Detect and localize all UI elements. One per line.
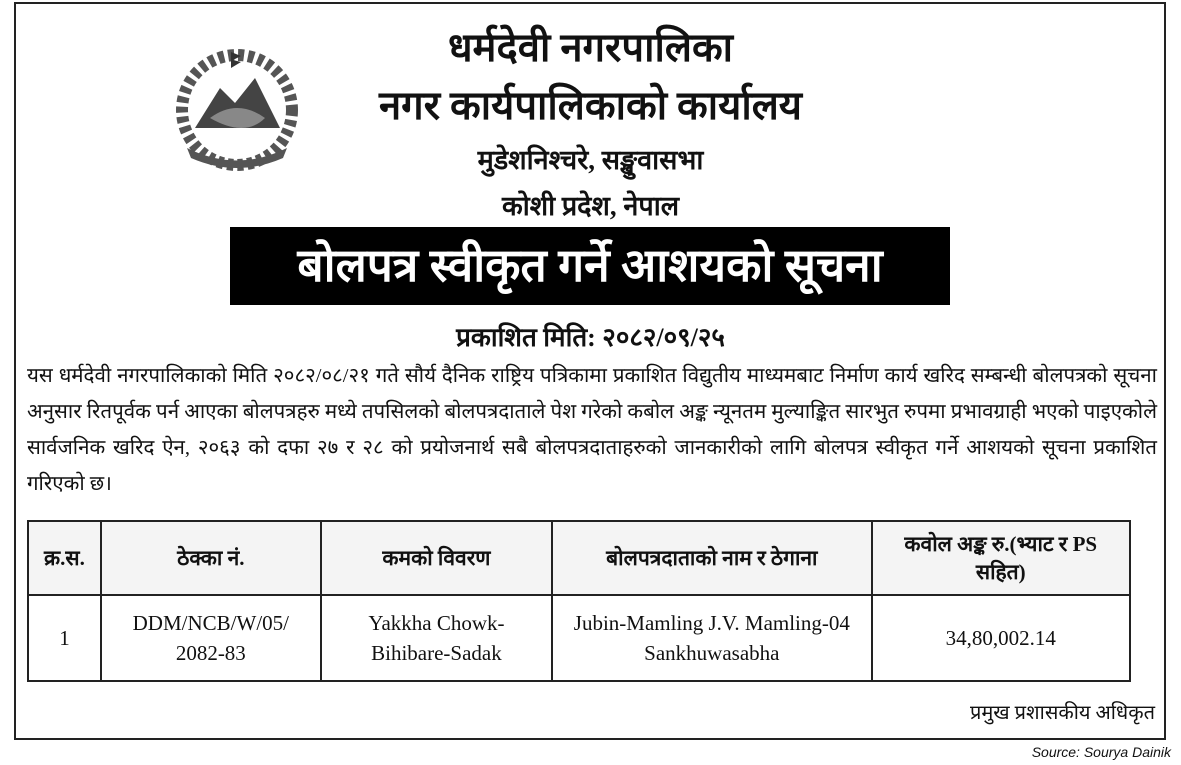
office-name: नगर कार्यपालिकाको कार्यालय xyxy=(378,83,803,128)
table-row xyxy=(28,595,1130,681)
header-bidder: बोलपत्रदाताको नाम र ठेगाना xyxy=(552,521,871,595)
cell-sn: 1 xyxy=(28,595,101,681)
published-date: प्रकाशित मिति: २०८२/०९/२५ xyxy=(456,323,725,352)
table-header-row xyxy=(28,521,1130,595)
signatory: प्रमुख प्रशासकीय अधिकृत xyxy=(969,702,1155,724)
header-bid-amount: कवोल अङ्क रु.(भ्याट र PS सहित) xyxy=(872,521,1131,595)
cell-bidder: Jubin-Mamling J.V. Mamling-04 Sankhuwasabha xyxy=(552,595,871,681)
cell-work-description: Yakkha Chowk- Bihibare-Sadak xyxy=(321,595,552,681)
header-work-description: कमको विवरण xyxy=(321,521,552,595)
province: कोशी प्रदेश, नेपाल xyxy=(501,191,679,221)
bid-table xyxy=(27,520,1131,682)
cell-contract-no: DDM/NCB/W/05/ 2082-83 xyxy=(101,595,321,681)
municipality-name: धर्मदेवी नगरपालिका xyxy=(447,25,734,70)
notice-title: बोलपत्र स्वीकृत गर्ने आशयको सूचना xyxy=(230,227,950,305)
address: मुडेशनिश्चरे, सङ्खुवासभा xyxy=(477,145,704,175)
header-sn: क्र.स. xyxy=(28,521,101,595)
header-contract-no: ठेक्का नं. xyxy=(101,521,321,595)
notice-body: यस धर्मदेवी नगरपालिकाको मिति २०८२/०८/२१ गते सौर्य दैनिक राष्ट्रिय पत्रिकामा प्रकाशित विद्युतीय माध्यमबाट निर्माण कार्य खरिद सम्बन्धी बोलपत्रको सूचना अनुसार रितपूर्वक पर्न आएका बोलपत्रहरु मध्ये तपसिलको बोलपत्रदाताले पेश गरेको कबोल अङ्क न्यूनतम मुल्याङ्कित सारभुत रुपमा प्रभावग्राही भएको पाइएकोले सार्वजनिक खरिद ऐन, २०६३ को दफा २७ र २८ को प्रयोजनार्थ सबै बोलपत्रदाताहरुको जानकारीको लागि बोलपत्र स्वीकृत गर्ने आशयको सूचना प्रकाशित गरिएको छ। xyxy=(27,365,1157,495)
cell-bid-amount: 34,80,002.14 xyxy=(872,595,1131,681)
source-credit: Source: Sourya Dainik xyxy=(1031,744,1171,760)
